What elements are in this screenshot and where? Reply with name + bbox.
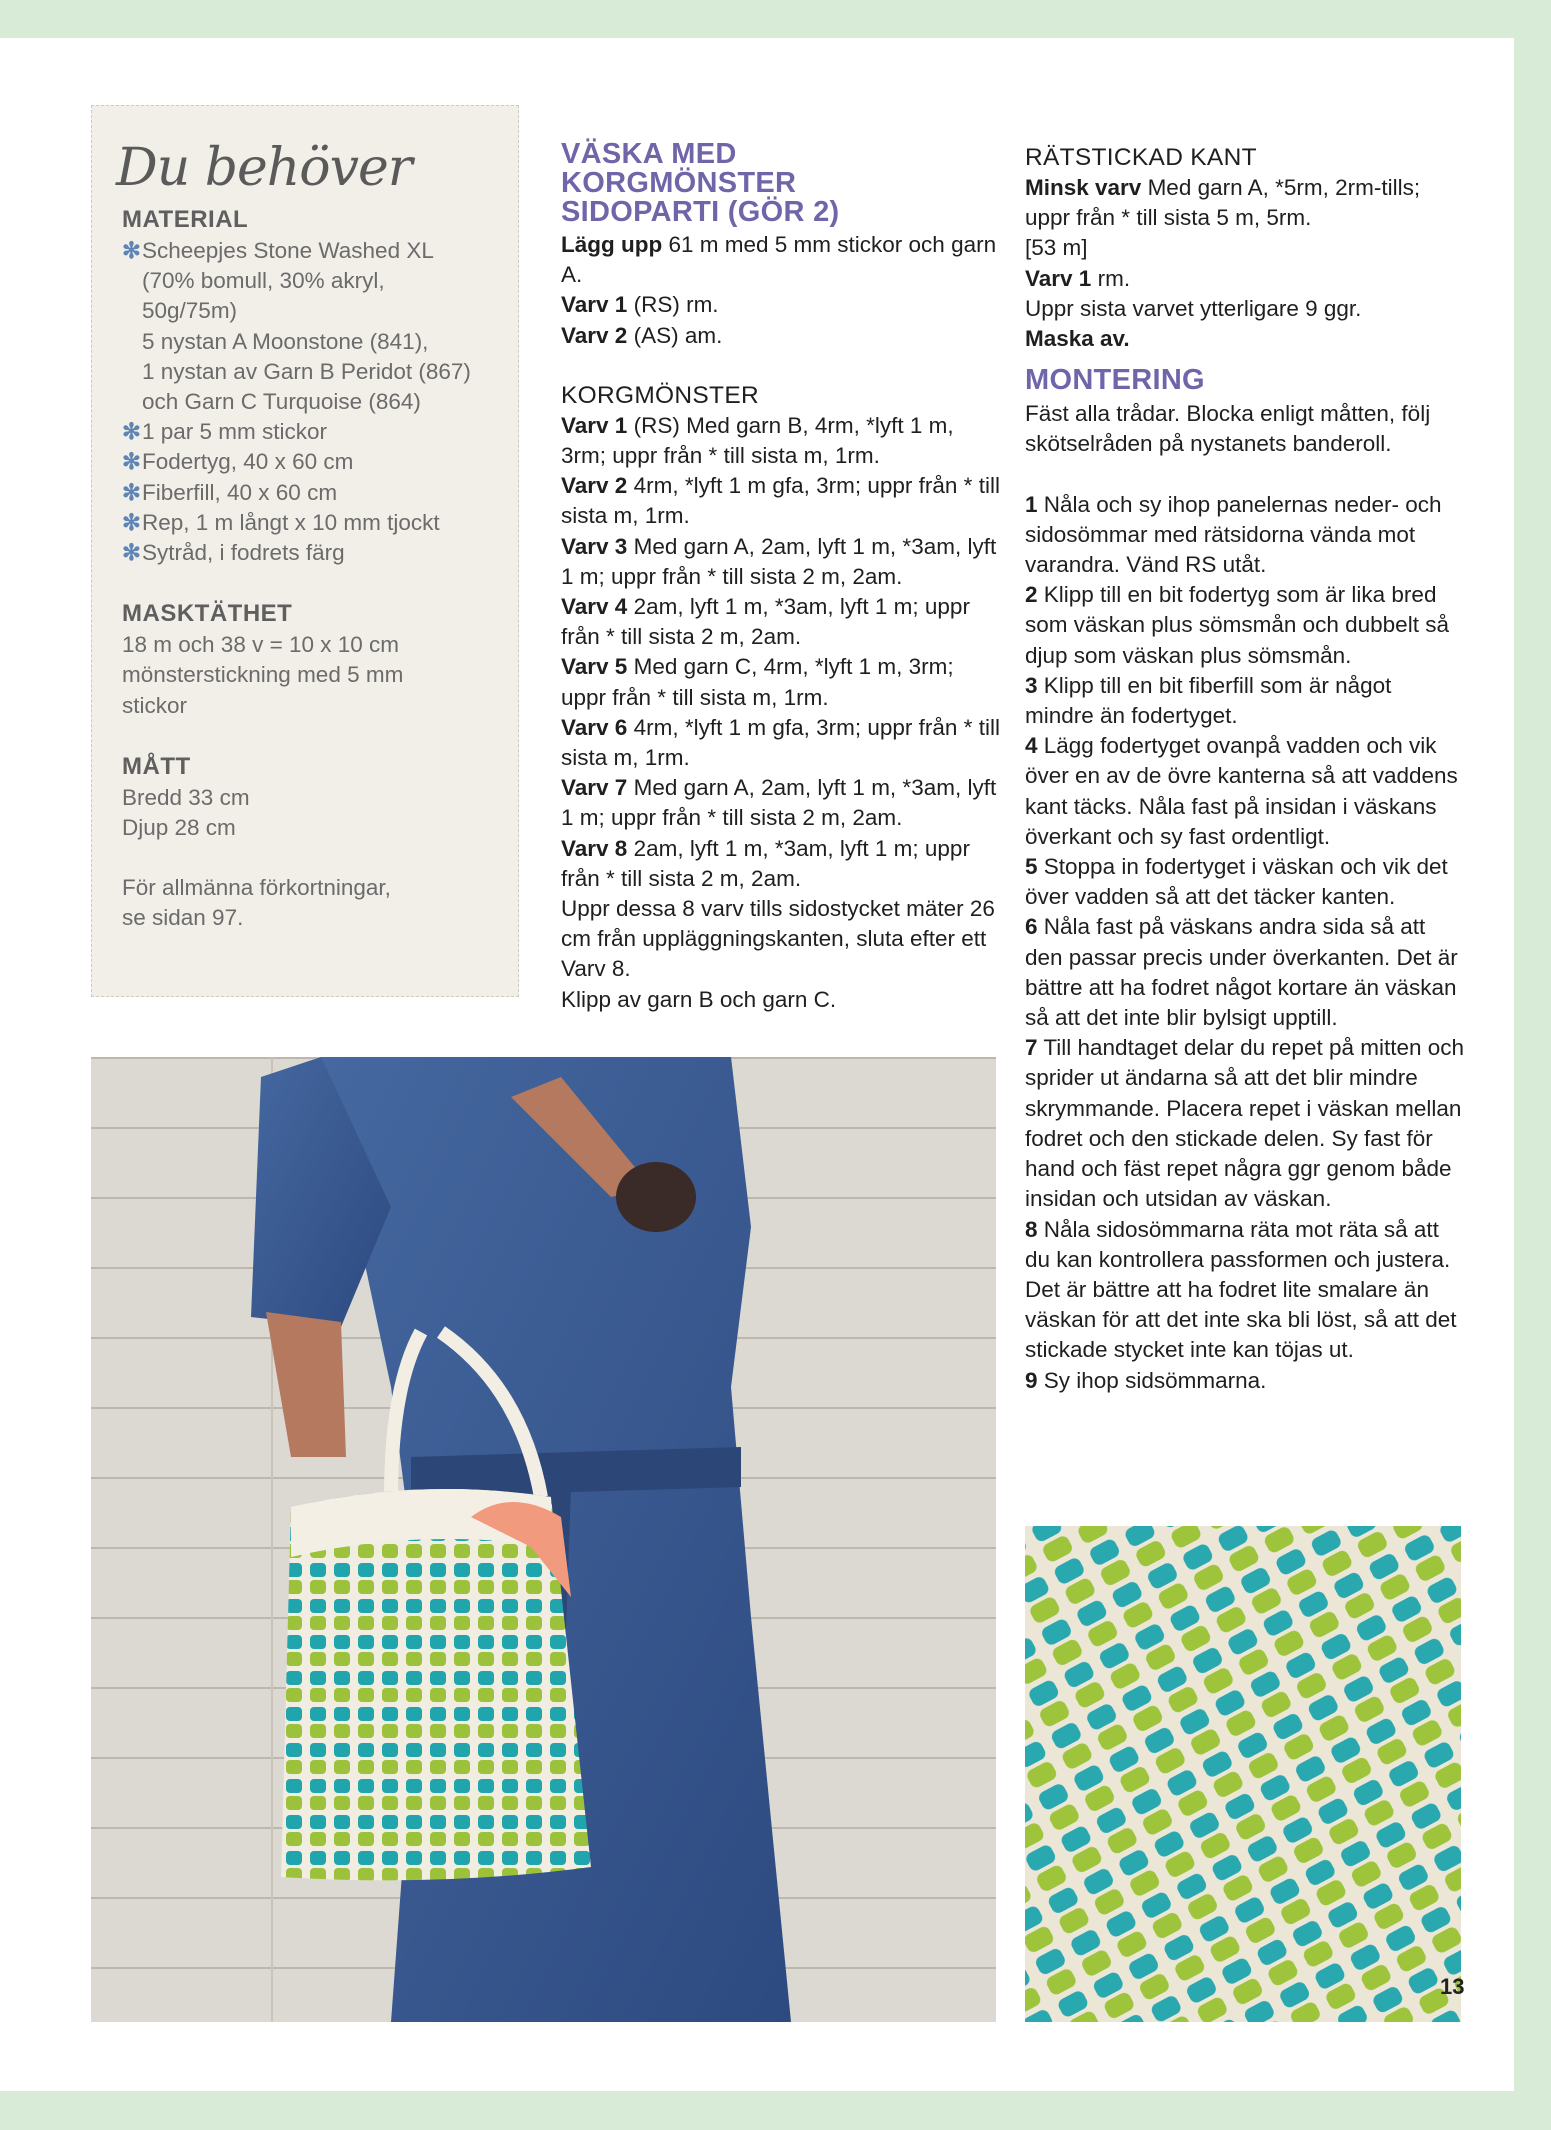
row-instruction: Varv 2 (AS) am. [561,322,723,348]
size-line: Bredd 33 cm [122,784,250,810]
material-subline: (70% bomull, 30% akryl, [142,268,385,294]
assembly-step: 8 Nåla sidosömmarna räta mot räta så att du kan kontrollera passformen och justera. Det är bättre att ha fodret lite smalare än väskan för att det inte ska bli löst, så att det stickade stycket inte kan töjas ut. [1025,1216,1457,1363]
gauge-line: stickor [122,692,188,718]
bullet-icon: ✻ [122,540,141,566]
bullet-icon: ✻ [122,479,141,505]
material-item: ✻ Fodertyg, 40 x 60 cm [122,447,502,477]
material-item: ✻ Fiberfill, 40 x 60 cm [122,478,502,508]
row-instruction: Varv 3 Med garn A, 2am, lyft 1 m, *3am, lyft 1 m; uppr från * till sista 2 m, 2am. [561,533,997,589]
model-photo [91,1057,996,2022]
material-heading: MATERIAL [122,206,249,233]
assembly-intro: Fäst alla trådar. Blocka enligt måtten, följ skötselråden på nystanets banderoll. [1025,401,1431,457]
model-photo-illustration [91,1057,996,2022]
row-instruction: Varv 5 Med garn C, 4rm, *lyft 1 m, 3rm; uppr från * till sista m, 1rm. [561,654,954,710]
bullet-icon: ✻ [122,419,141,445]
repeat-instruction: Uppr sista varvet ytterligare 9 ggr. [1025,295,1362,321]
swatch-illustration [1025,1526,1461,2022]
pattern-heading: KORGMÖNSTER [561,381,759,409]
abbr-line: se sidan 97. [122,905,244,931]
cast-on: Lägg upp 61 m med 5 mm stickor och garn A. [561,232,997,288]
pattern-title: VÄSKA MED [561,138,737,170]
material-subline: och Garn C Turquoise (864) [142,389,421,415]
finishing-column [1025,143,1465,1396]
swatch-photo [1025,1526,1461,2022]
row-instruction: Varv 8 2am, lyft 1 m, *3am, lyft 1 m; uppr från * till sista 2 m, 2am. [561,835,970,891]
material-subline: 50g/75m) [142,298,238,324]
assembly-heading: MONTERING [1025,364,1205,397]
row-instruction: Varv 1 rm. [1025,265,1131,291]
row-instruction: Varv 1 (RS) rm. [561,292,719,318]
row-instruction: Varv 2 4rm, *lyft 1 m gfa, 3rm; uppr från * till sista m, 1rm. [561,473,1000,529]
bind-off: Maska av. [1025,326,1130,352]
assembly-step: 7 Till handtaget delar du repet på mitten och sprider ut ändarna så att det blir mindre skrymmande. Placera repet i väskan mellan fodret och den stickade delen. Sy fast för hand och fäst repet några ggr genom både insidan och utsidan av väskan. [1025,1035,1465,1212]
pattern-title: SIDOPARTI (GÖR 2) [561,196,840,228]
abbr-line: För allmänna förkortningar, [122,875,391,901]
gauge-line: 18 m och 38 v = 10 x 10 cm [122,632,400,658]
bullet-icon: ✻ [122,449,141,475]
assembly-step: 9 Sy ihop sidsömmarna. [1025,1367,1267,1393]
assembly-step: 6 Nåla fast på väskans andra sida så att den passar precis under överkanten. Det är bättre att ha fodret något kortare än väskan så att det inte blir bylsigt upptill. [1025,914,1458,1031]
assembly-step: 4 Lägg fodertyget ovanpå vadden och vik över en av de övre kanterna så att vaddens kant täcks. Nåla fast på insidan i väskans överkant och sy fast ordentligt. [1025,733,1458,849]
bullet-icon: ✻ [122,238,141,263]
page-number: 13 [1440,1974,1465,1999]
assembly-step: 5 Stoppa in fodertyget i väskan och vik det över vadden så att det täcker kanten. [1025,854,1448,910]
gauge-line: mönsterstickning med 5 mm [122,662,404,688]
repeat-instruction: Uppr dessa 8 varv tills sidostycket mäter 26 cm från uppläggningskanten, sluta efter ett Varv 8. [561,896,995,982]
material-item: ✻ Scheepjes Stone Washed XL [122,236,502,266]
row-instruction: Varv 1 (RS) Med garn B, 4rm, *lyft 1 m, 3rm; uppr från * till sista m, 1rm. [561,412,954,469]
row-instruction: Varv 7 Med garn A, 2am, lyft 1 m, *3am, lyft 1 m; uppr från * till sista 2 m, 2am. [561,775,997,831]
edge-heading: RÄTSTICKAD KANT [1025,144,1257,171]
sidebar-title: Du behöver [116,138,412,198]
bullet-icon: ✻ [122,509,141,535]
size-heading: MÅTT [122,752,191,780]
material-subline: 1 nystan av Garn B Peridot (867) [142,358,471,384]
decrease-row: Minsk varv Med garn A, *5rm, 2rm-tills; uppr från * till sista 5 m, 5rm. [1025,175,1421,231]
row-instruction: Varv 4 2am, lyft 1 m, *3am, lyft 1 m; uppr från * till sista 2 m, 2am. [561,594,970,650]
material-subline: 5 nystan A Moonstone (841), [142,328,429,354]
pattern-column [561,140,1001,1015]
gauge-heading: MASKTÄTHET [122,600,293,628]
assembly-step: 1 Nåla och sy ihop panelernas neder- och sidosömmar med rätsidorna vända mot varandra. Vänd RS utåt. [1025,491,1442,578]
assembly-step: 2 Klipp till en bit fodertyg som är lika bred som väskan plus sömsmån och dubbelt så djup som väskan plus sömsmån. [1025,582,1449,668]
pattern-title: KORGMÖNSTER [561,167,797,199]
material-item: ✻ Sytråd, i fodrets färg [122,538,502,568]
assembly-step: 3 Klipp till en bit fiberfill som är något mindre än fodertyget. [1025,672,1392,729]
stitch-count: [53 m] [1025,235,1088,261]
materials-sidebar [91,105,519,997]
material-item: ✻ Rep, 1 m långt x 10 mm tjockt [122,508,502,538]
cut-instruction: Klipp av garn B och garn C. [561,986,837,1012]
size-line: Djup 28 cm [122,815,236,841]
row-instruction: Varv 6 4rm, *lyft 1 m gfa, 3rm; uppr från * till sista m, 1rm. [561,714,1000,771]
material-item: ✻ 1 par 5 mm stickor [122,417,502,447]
